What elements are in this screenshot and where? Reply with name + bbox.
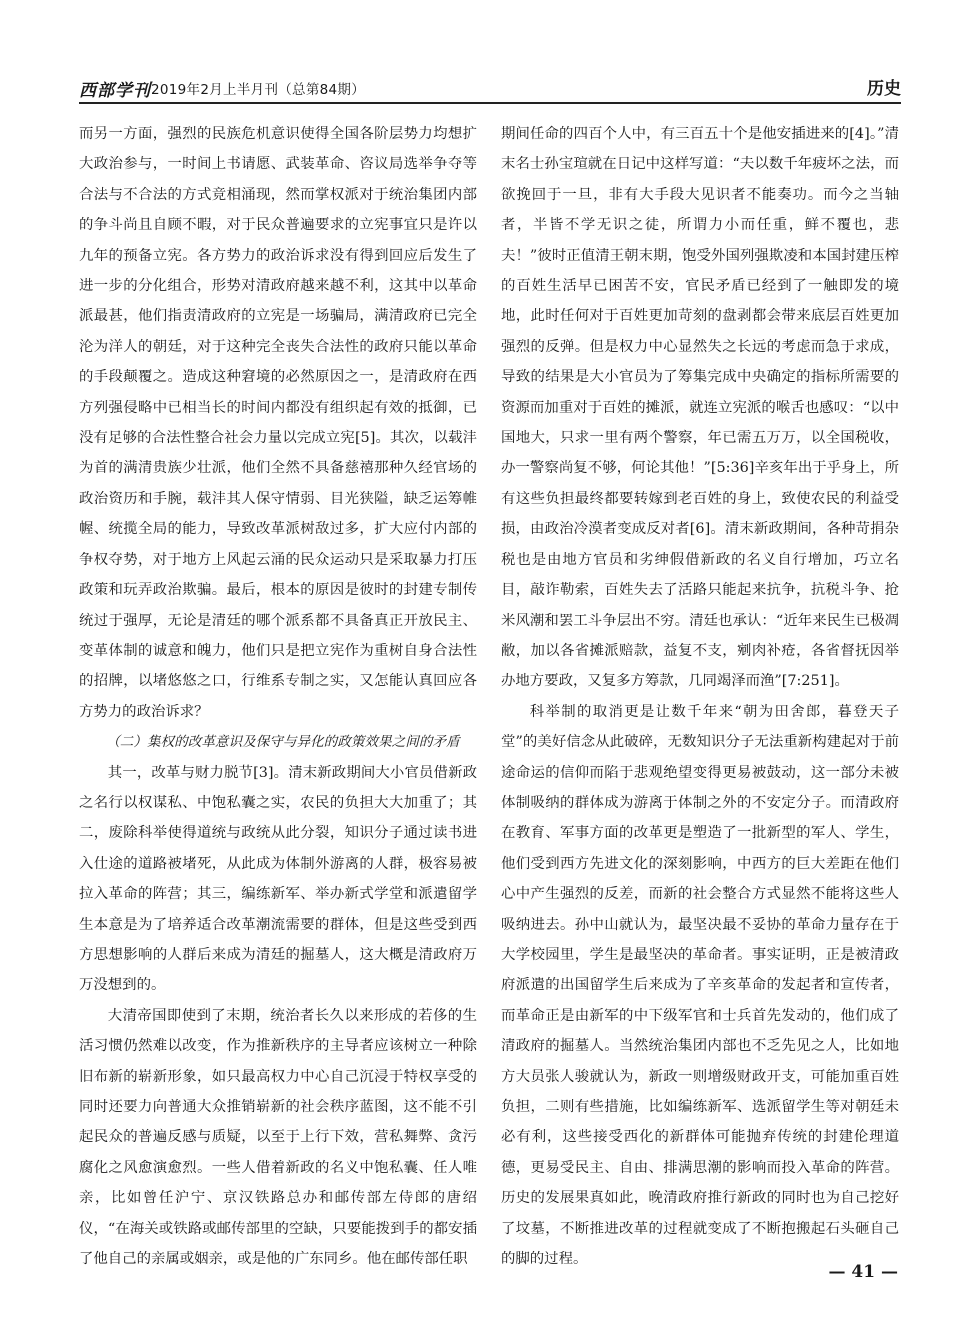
- left-column: [79, 119, 477, 1274]
- paragraph: 其一，改革与财力脱节[3]。清末新政期间大小官员借新政之名行以权谋私、中饱私囊之实，农民的负担大大加重了；其二，废除科举使得道统与政统从此分裂，知识分子通过读书进入仕途的道路被堵死，从此成为体制外游离的人群，极容易被拉入革命的阵营；其三，编练新军、举办新式学堂和派遣留学生本意是为了培养适合改革潮流需要的群体，但是这些受到西方思想影响的人群后来成为清廷的掘墓人，这大概是清政府万万没想到的。: [79, 764, 477, 994]
- paragraph: 大清帝国即使到了末期，统治者长久以来形成的若侈的生活习惯仍然难以改变，作为推新秩序的主导者应该树立一种除旧布新的崭新形象，如只最高权力中心自己沉浸于特权享受的同时还要力向普通大众推销崭新的社会秩序蓝图，这不能不引起民众的普遍反感与质疑，以至于上行下效，营私舞弊、贪污腐化之风愈演愈烈。一些人借着新政的名义中饱私囊、任人唯亲，比如曾任沪宁、京汉铁路总办和邮传部左侍郎的唐绍仪，“在海关或铁路或邮传部里的空缺，只要能拨到手的都安插了他自己的亲属或姻亲，或是他的广东同乡。他在邮传部任职: [79, 1007, 477, 1268]
- page-number: — 41 —: [828, 1262, 898, 1282]
- page-header: [79, 66, 901, 104]
- section-label: 历史: [867, 79, 901, 99]
- paragraph: 期间任命的四百个人中，有三百五十个是他安插进来的[4]。”清末名士孙宝瑄就在日记中这样写道：“夫以数千年疲坏之法，而欲挽回于一旦，非有大手段大见识者不能奏功。而今之当轴者，半皆不学无识之徒，所谓力小而任重，鲜不覆也，悲夫！”彼时正值清王朝末期，饱受外国列强欺凌和本国封建压榨的百姓生活早已困苦不安，官民矛盾已经到了一触即发的境地，此时任何对于百姓更加苛刻的盘剥都会带来底层百姓更加强烈的反弹。但是权力中心显然失之长远的考虑而急于求成，导致的结果是大小官员为了筹集完成中央确定的指标所需要的资源而加重对于百姓的摊派，就连立宪派的喉舌也感叹：“以中国地大，只求一里有两个警察，年已需五万万，以全国税收，办一警察尚复不够，何论其他！”[5:36]辛亥年出于乎身上，所有这些负担最终都要转嫁到老百姓的身上，致使农民的利益受损，由政治冷漠者变成反对者[6]。清末新政期间，各种苛捐杂税也是由地方官员和劣绅假借新政的名义自行增加，巧立名目，敲诈勒索，百姓失去了活路只能起来抗争，抗税斗争、抢米风潮和罢工斗争层出不穷。清廷也承认：“近年来民生已极凋敝，加以各省摊派赔款，益复不支，剜肉补疮，各省督抚因举办地方要政，又复多方筹款，几同竭泽而渔”[7:251]。: [501, 126, 899, 690]
- issue-info: 2019年2月上半月刊（总第84期）: [151, 82, 366, 98]
- right-column: [501, 119, 899, 1274]
- paragraph: 而另一方面，强烈的民族危机意识使得全国各阶层势力均想扩大政治参与，一时间上书请愿、武装革命、咨议局选举争夺等合法与不合法的方式竞相涌现，然而掌权派对于统治集团内部的争斗尚且自顾不暇，对于民众普遍要求的立宪事宜只是许以九年的预备立宪。各方势力的政治诉求没有得到回应后发生了进一步的分化组合，形势对清政府越来越不利，这其中以革命派最甚，他们指责清政府的立宪是一场骗局，满清政府已完全沦为洋人的朝廷，对于这种完全丧失合法性的政府只能以革命的手段颠覆之。造成这种窘境的必然原因之一，是清政府在西方列强侵略中已相当长的时间内都没有组织起有效的抵御，已没有足够的合法性整合社会力量以完成立宪[5]。其次，以载沣为首的满清贵族少壮派，他们全然不具备慈禧那种久经官场的政治资历和手腕，载沣其人保守情弱、目光狭隘，缺乏运筹帷幄、统揽全局的能力，导致改革派树敌过多，扩大应付内部的争权夺势，对于地方上风起云涌的民众运动只是采取暴力打压政策和玩弄政治欺骗。最后，根本的原因是彼时的封建专制传统过于强厚，无论是清廷的哪个派系都不具备真正开放民主、变革体制的诚意和魄力，他们只是把立宪作为重树自身合法性的招牌，以堵悠悠之口，行维系专制之实，又怎能认真回应各方势力的政治诉求？: [79, 126, 477, 720]
- subsection-heading: （二）集权的改革意识及保守与异化的政策效果之间的矛盾: [106, 734, 460, 751]
- paragraph: 科举制的取消更是让数千年来“朝为田舍郎，暮登天子堂”的美好信念从此破碎，无数知识分子无法重新构建起对于前途命运的信仰而陷于悲观绝望变得更易被鼓动，这一部分未被体制吸纳的群体成为游离于体制之外的不安定分子。而清政府在教育、军事方面的改革更是塑造了一批新型的军人、学生，他们受到西方先进文化的深刻影响，中西方的巨大差距在他们心中产生强烈的反差，而新的社会整合方式显然不能将这些人吸纳进去。孙中山就认为，最坚决最不妥协的革命力量存在于大学校园里，学生是最坚决的革命者。事实证明，正是被清政府派遣的出国留学生后来成为了辛亥革命的发起者和宣传者，而革命正是由新军的中下级军官和士兵首先发动的，他们成了清政府的掘墓人。当然统治集团内部也不乏先见之人，比如地方大员张人骏就认为，新政一则增级财政开支，可能加重百姓负担，二则有些措施，比如编练新军、选派留学生等对朝廷未必有利，这些接受西化的新群体可能抛弃传统的封建伦理道德，更易受民主、自由、排满思潮的影响而投入革命的阵营。历史的发展果真如此，晚清政府推行新政的同时也为自己挖好了坟墓，不断推进改革的过程就变成了不断抱搬起石头砸自己的脚的过程。: [501, 703, 899, 1268]
- journal-logo: 西部学刊: [79, 81, 151, 101]
